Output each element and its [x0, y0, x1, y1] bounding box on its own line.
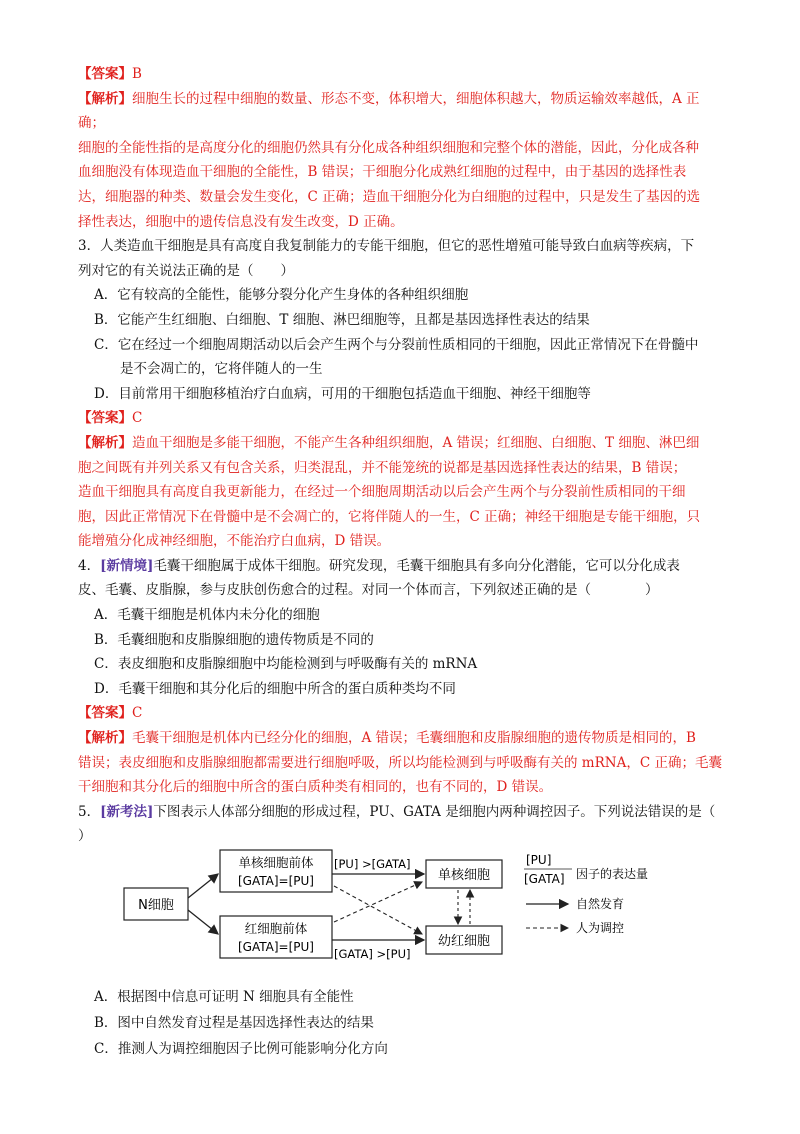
question-number: 5． [78, 803, 101, 820]
q5-option-b: B．图中自然发育过程是基因选择性表达的结果 [94, 1015, 374, 1031]
q2-analysis-line-1 [78, 87, 728, 112]
answer-tag: 【答案】 [78, 705, 132, 722]
ery-precursor-ratio: [GATA]=[PU] [238, 940, 314, 954]
analysis-tag: 【解析】 [78, 434, 132, 451]
q4-analysis-line-1 [78, 726, 728, 751]
q3-stem-line-2: 列对它的有关说法正确的是（ ） [78, 262, 294, 279]
q4-option-c: C．表皮细胞和皮脂腺细胞中均能检测到与呼吸酶有关的 mRNA [94, 656, 478, 673]
dashed-arrow-ery-pre-to-monocyte [334, 882, 422, 922]
q4-option-a: A．毛囊干细胞是机体内未分化的细胞 [94, 607, 320, 624]
question-text: 下图表示人体部分细胞的形成过程，PU、GATA 是细胞内两种调控因子。下列说法错误的是（ [153, 803, 716, 820]
page-content [78, 62, 728, 849]
legend-ratio-text: 因子的表达量 [576, 867, 649, 881]
condition-pu-gt-gata: [PU] >[GATA] [334, 857, 411, 871]
question-text: 毛囊干细胞属于成体干细胞。研究发现，毛囊干细胞具有多向分化潜能，它可以分化成表 [153, 557, 680, 574]
analysis-tag: 【解析】 [78, 730, 132, 747]
analysis-tag: 【解析】 [78, 90, 132, 107]
arrow-n-to-mono-precursor [188, 874, 218, 898]
legend-ratio-bottom: [GATA] [524, 872, 565, 886]
q4-analysis-line-3: 干细胞和其分化后的细胞中所含的蛋白质种类有相同的，也有不同的，D 错误。 [78, 779, 553, 796]
q4-analysis-line-2: 错误；表皮细胞和皮脂腺细胞都需要进行细胞呼吸，所以均能检测到与呼吸酶有关的 mRNA，C 正确；毛囊 [78, 754, 722, 771]
analysis-text: 细胞生长的过程中细胞的数量、形态不变，体积增大，细胞体积越大，物质运输效率越低，A 正 [132, 90, 700, 107]
arrow-n-to-ery-precursor [188, 910, 218, 934]
q5-stem-line-1 [78, 800, 728, 825]
ery-precursor-label: 红细胞前体 [244, 921, 308, 936]
analysis-text: 毛囊干细胞是机体内已经分化的细胞，A 错误；毛囊细胞和皮脂腺细胞的遗传物质是相同的，B [132, 730, 696, 747]
question-tag: [新情境] [100, 557, 154, 574]
q4-stem-line-1 [78, 554, 728, 579]
q5-stem-line-2: ） [78, 828, 92, 845]
q2-analysis-line-5: 达，细胞器的种类、数量会发生变化，C 正确；造血干细胞分化为白细胞的过程中，只是发生了基因的选 [78, 188, 701, 205]
q2-analysis-line-6: 择性表达，细胞中的遗传信息没有发生改变，D 正确。 [78, 213, 404, 230]
answer-value: C [132, 410, 143, 427]
q4-stem-line-2: 皮、毛囊、皮脂腺，参与皮肤创伤愈合的过程。对同一个体而言，下列叙述正确的是（ ） [78, 582, 659, 599]
legend-dashed-label: 人为调控 [576, 921, 625, 935]
mono-precursor-label: 单核细胞前体 [238, 855, 314, 870]
dashed-arrow-mono-pre-to-young-ery [334, 886, 422, 934]
q3-analysis-line-5: 能增殖分化成神经细胞，不能治疗白血病，D 错误。 [78, 533, 391, 550]
q3-answer-line [78, 406, 728, 431]
young-erythrocyte-label: 幼红细胞 [437, 934, 491, 949]
analysis-text: 造血干细胞是多能干细胞，不能产生各种组织细胞，A 错误；红细胞、白细胞、T 细胞、淋巴细 [132, 434, 700, 451]
monocyte-label: 单核细胞 [437, 868, 491, 883]
q3-analysis-line-2: 胞之间既有并列关系又有包含关系，归类混乱，并不能笼统的说都是基因选择性表达的结果，B 错误； [78, 459, 687, 476]
q3-analysis-line-3: 造血干细胞具有高度自我更新能力，在经过一个细胞周期活动以后会产生两个与分裂前性质相同的干细 [78, 484, 686, 501]
q3-stem-line-1: 3．人类造血干细胞是具有高度自我复制能力的专能干细胞，但它的恶性增殖可能导致白血病等疾病，下 [78, 238, 695, 255]
q3-analysis-line-1 [78, 431, 728, 456]
cell-differentiation-diagram [122, 846, 682, 961]
q2-analysis-line-4: 血细胞没有体现造血干细胞的全能性，B 错误；干细胞分化成熟红细胞的过程中，由于基因的选择性表 [78, 164, 687, 181]
q4-option-d: D．毛囊干细胞和其分化后的细胞中所含的蛋白质种类均不同 [94, 680, 456, 697]
legend-ratio-top: [PU] [526, 853, 552, 867]
question-tag: [新考法] [100, 803, 154, 820]
q3-option-a: A．它有较高的全能性，能够分裂分化产生身体的各种组织细胞 [94, 287, 469, 304]
q4-answer-line [78, 701, 728, 726]
q3-analysis-line-4: 胞，因此正常情况下在骨髓中是不会凋亡的，它将伴随人的一生，C 正确；神经干细胞是专能干细胞，只 [78, 508, 701, 525]
q5-option-a: A．根据图中信息可证明 N 细胞具有全能性 [94, 989, 354, 1005]
q2-analysis-line-3: 细胞的全能性指的是高度分化的细胞仍然具有分化成各种组织细胞和完整个体的潜能，因此，分化成各种 [78, 139, 699, 156]
q3-option-b: B．它能产生红细胞、白细胞、T 细胞、淋巴细胞等，且都是基因选择性表达的结果 [94, 311, 590, 328]
answer-tag: 【答案】 [78, 66, 132, 82]
q2-answer-line [78, 62, 728, 87]
q5-options [78, 984, 728, 1062]
answer-value: C [132, 705, 143, 722]
q2-analysis-line-2: 确； [78, 115, 105, 132]
q4-option-b: B．毛囊细胞和皮脂腺细胞的遗传物质是不同的 [94, 631, 374, 648]
answer-value: B [132, 66, 142, 82]
q5-option-c: C．推测人为调控细胞因子比例可能影响分化方向 [94, 1041, 388, 1057]
condition-gata-gt-pu: [GATA] >[PU] [334, 947, 411, 961]
legend-solid-label: 自然发育 [576, 897, 625, 911]
q3-option-c-cont: 是不会凋亡的，它将伴随人的一生 [120, 361, 323, 378]
n-cell-label: N细胞 [138, 898, 174, 913]
q3-option-d: D．目前常用干细胞移植治疗白血病，可用的干细胞包括造血干细胞、神经干细胞等 [94, 385, 591, 402]
q3-option-c: C．它在经过一个细胞周期活动以后会产生两个与分裂前性质相同的干细胞，因此正常情况下在骨髓中 [94, 336, 699, 353]
answer-tag: 【答案】 [78, 410, 132, 427]
question-number: 4． [78, 557, 101, 574]
mono-precursor-ratio: [GATA]=[PU] [238, 874, 314, 888]
